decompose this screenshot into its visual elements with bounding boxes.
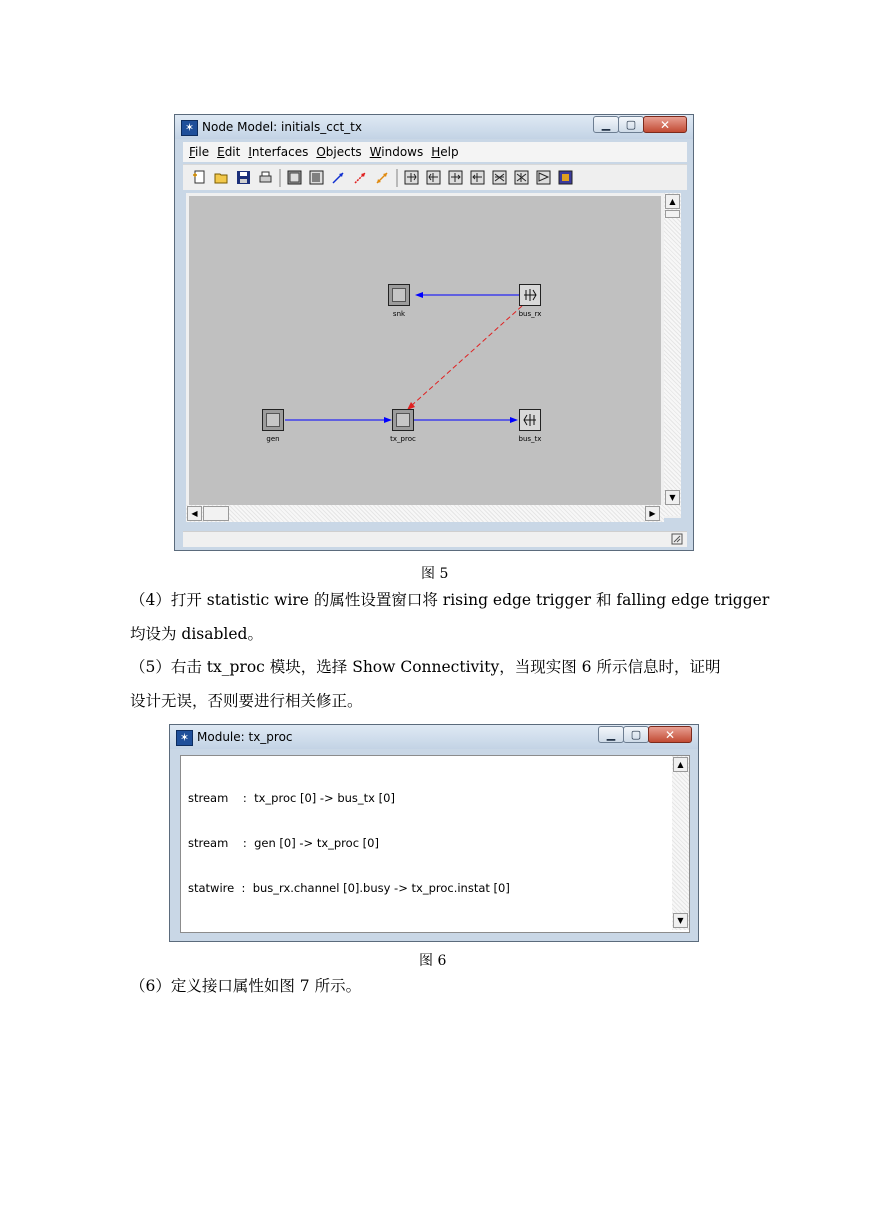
- title-bar[interactable]: [170, 725, 698, 749]
- scroll-up-icon[interactable]: ▲: [665, 194, 680, 209]
- packet-stream-icon: [331, 170, 346, 185]
- processor-icon: [287, 170, 302, 185]
- arrow-head-snk: [415, 292, 423, 298]
- point-transmitter-icon: [470, 170, 485, 185]
- figure-caption-5: 图 5: [421, 566, 449, 582]
- scroll-down-icon[interactable]: ▼: [673, 913, 688, 928]
- menu-bar: [183, 142, 687, 162]
- node-bus_rx[interactable]: [519, 284, 541, 306]
- printer-icon: [258, 170, 273, 185]
- node-label-snk: snk: [392, 310, 406, 318]
- create-pt-rx-button[interactable]: [447, 169, 464, 186]
- menu-edit[interactable]: Edit: [217, 145, 241, 159]
- radio-receiver-icon: [492, 170, 507, 185]
- create-radio-rx-button[interactable]: [491, 169, 508, 186]
- connectivity-text-area[interactable]: [180, 755, 690, 933]
- toolbar-separator: [279, 169, 281, 187]
- paragraph-step5-line2: 设计无误，否则要进行相关修正。: [130, 692, 363, 710]
- statistic-wire-icon: [353, 170, 368, 185]
- point-receiver-icon: [448, 170, 463, 185]
- create-bus-rx-button[interactable]: [403, 169, 420, 186]
- node-label-tx_proc: tx_proc: [390, 435, 416, 443]
- logical-tap-icon: [375, 170, 390, 185]
- antenna-icon: [536, 170, 551, 185]
- create-pt-tx-button[interactable]: [469, 169, 486, 186]
- node-label-gen: gen: [266, 435, 280, 443]
- minimize-icon: ▁: [601, 118, 611, 131]
- arrow-head-tx_proc: [384, 417, 392, 423]
- bus-receiver-icon: [404, 170, 419, 185]
- paragraph-step6: （6）定义接口属性如图 7 所示。: [130, 977, 362, 995]
- close-button[interactable]: [648, 726, 692, 743]
- create-processor-button[interactable]: [286, 169, 303, 186]
- minimize-button[interactable]: [598, 726, 624, 743]
- status-bar: [183, 531, 687, 547]
- vertical-scrollbar[interactable]: [664, 193, 681, 516]
- toolbar: [183, 164, 687, 190]
- create-radio-tx-button[interactable]: [513, 169, 530, 186]
- paragraph-step4-line2: 均设为 disabled。: [130, 625, 263, 643]
- minimize-button[interactable]: [593, 116, 619, 133]
- scroll-up-icon[interactable]: ▲: [673, 757, 688, 772]
- node-model-window: [174, 114, 694, 551]
- new-file-icon: [192, 170, 207, 185]
- menu-file[interactable]: File: [189, 145, 210, 159]
- menu-windows[interactable]: Windows: [369, 145, 424, 159]
- create-bus-tx-button[interactable]: [425, 169, 442, 186]
- window-title: Node Model: initials_cct_tx: [202, 120, 362, 134]
- resize-grip-icon[interactable]: [671, 533, 683, 545]
- scroll-left-icon[interactable]: ◀: [187, 506, 202, 521]
- node-label-bus_tx: bus_tx: [518, 435, 542, 443]
- node-label-bus_rx: bus_rx: [518, 310, 542, 318]
- paragraph-step4-line1: （4）打开 statistic wire 的属性设置窗口将 rising edge trigger 和 falling edge trigger: [130, 591, 770, 609]
- open-folder-icon: [214, 170, 229, 185]
- toolbar-separator: [396, 169, 398, 187]
- menu-help[interactable]: Help: [431, 145, 459, 159]
- bus-transmitter-icon: [520, 410, 540, 430]
- open-button[interactable]: [213, 169, 230, 186]
- create-module-button[interactable]: [557, 169, 574, 186]
- vertical-scrollbar[interactable]: [672, 756, 689, 930]
- scroll-down-icon[interactable]: ▼: [665, 490, 680, 505]
- create-antenna-button[interactable]: [535, 169, 552, 186]
- maximize-icon: ▢: [630, 728, 642, 741]
- maximize-icon: ▢: [625, 118, 637, 131]
- create-packet-stream-button[interactable]: [330, 169, 347, 186]
- print-button[interactable]: [257, 169, 274, 186]
- queue-icon: [309, 170, 324, 185]
- node-bus_tx[interactable]: [519, 409, 541, 431]
- save-icon: [236, 170, 251, 185]
- connectivity-line: stream : tx_proc [0] -> bus_tx [0]: [188, 791, 395, 805]
- menu-objects[interactable]: Objects: [316, 145, 362, 159]
- canvas-frame: [186, 193, 681, 518]
- module-icon: [558, 170, 573, 185]
- connections-layer: [189, 196, 661, 508]
- radio-transmitter-icon: [514, 170, 529, 185]
- app-icon: ✶: [181, 120, 198, 136]
- menu-interfaces[interactable]: Interfaces: [248, 145, 309, 159]
- maximize-button[interactable]: [618, 116, 644, 133]
- bus-receiver-icon: [520, 285, 540, 305]
- connectivity-line: stream : gen [0] -> tx_proc [0]: [188, 836, 379, 850]
- horizontal-scrollbar[interactable]: [186, 505, 664, 522]
- minimize-icon: ▁: [606, 728, 616, 741]
- scroll-right-icon[interactable]: ▶: [645, 506, 660, 521]
- save-button[interactable]: [235, 169, 252, 186]
- new-button[interactable]: [191, 169, 208, 186]
- window-title: Module: tx_proc: [197, 730, 293, 744]
- close-icon: ✕: [664, 728, 676, 742]
- paragraph-step5-line1: （5）右击 tx_proc 模块，选择 Show Connectivity，当现实图 6 所示信息时，证明: [130, 658, 721, 676]
- connectivity-lines: [188, 761, 510, 926]
- node-tx_proc[interactable]: [392, 409, 414, 431]
- maximize-button[interactable]: [623, 726, 649, 743]
- module-connectivity-window: [169, 724, 699, 942]
- horizontal-scroll-thumb[interactable]: [203, 506, 229, 521]
- close-button[interactable]: [643, 116, 687, 133]
- vertical-scroll-thumb[interactable]: [665, 210, 680, 218]
- app-icon: ✶: [176, 730, 193, 746]
- create-statistic-wire-button[interactable]: [352, 169, 369, 186]
- close-icon: ✕: [659, 118, 671, 132]
- connectivity-line: statwire : bus_rx.channel [0].busy -> tx_proc.instat [0]: [188, 881, 510, 895]
- node-snk[interactable]: [388, 284, 410, 306]
- create-queue-button[interactable]: [308, 169, 325, 186]
- create-logical-tap-button[interactable]: [374, 169, 391, 186]
- node-editor-canvas[interactable]: [189, 196, 661, 508]
- arrow-head-bus_tx: [510, 417, 518, 423]
- title-bar[interactable]: [175, 115, 693, 139]
- bus-transmitter-icon: [426, 170, 441, 185]
- statwire-bus_rx-to-tx_proc: [411, 306, 522, 406]
- node-gen[interactable]: [262, 409, 284, 431]
- figure-caption-6: 图 6: [419, 953, 447, 969]
